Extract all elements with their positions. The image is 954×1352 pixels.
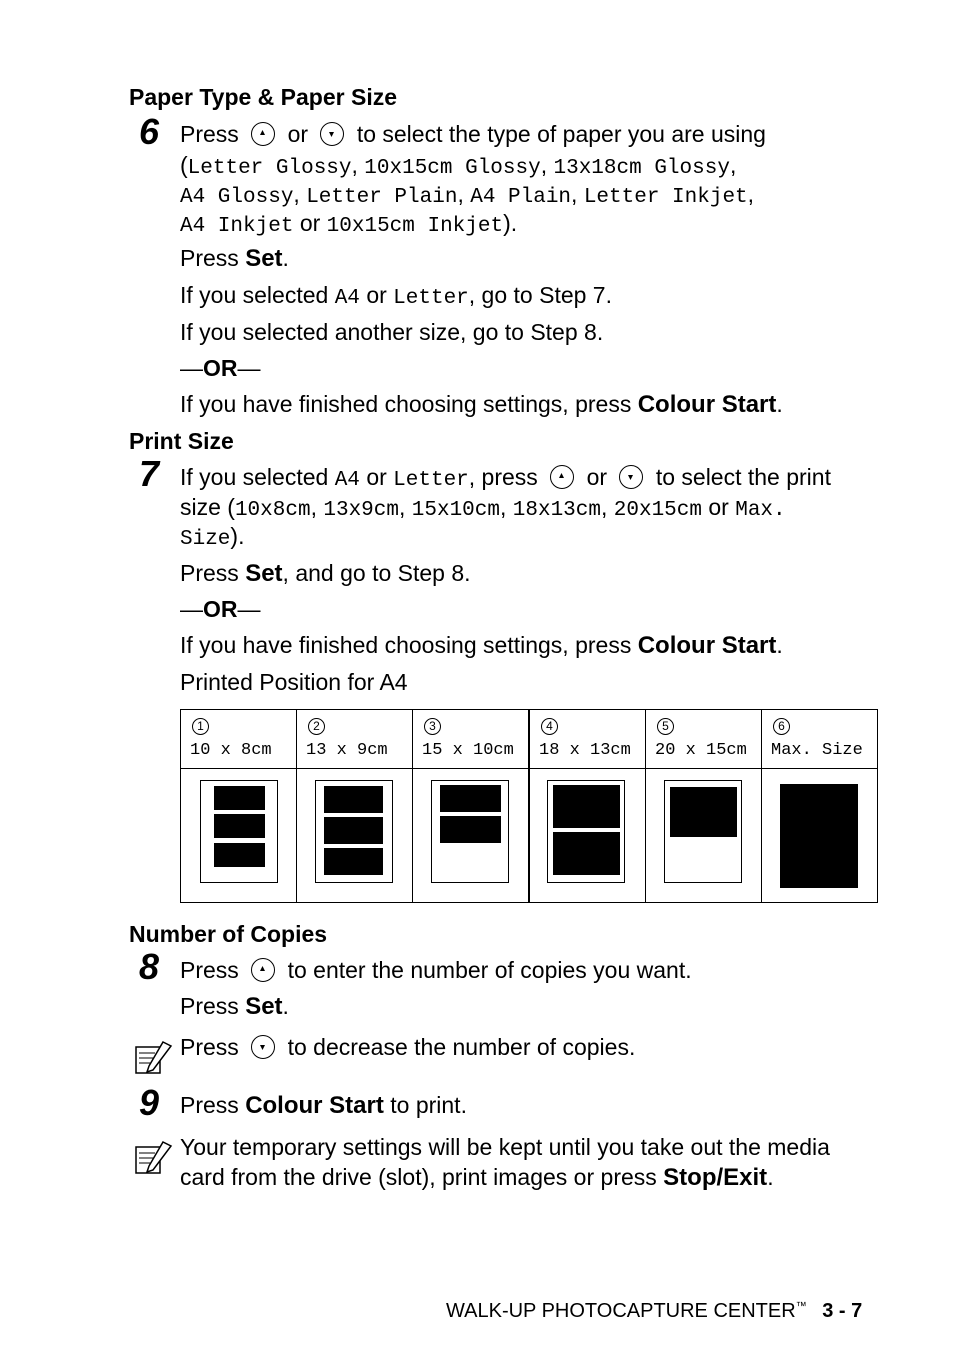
- text: ).: [230, 523, 245, 549]
- section-heading-paper-type: Paper Type & Paper Size: [129, 84, 398, 110]
- step6-line4: [180, 208, 517, 242]
- step6-if-selected: [180, 280, 612, 314]
- text: Size: [180, 528, 231, 551]
- option-letter-glossy: Letter Glossy: [187, 157, 352, 180]
- step6-line3: A4 Glossy, Letter Plain, A4 Plain, Letter Inkjet,: [180, 181, 755, 209]
- table-header-cell: [413, 710, 530, 769]
- table-header-cell: [297, 710, 413, 769]
- circle-number: 5: [657, 718, 674, 735]
- layout-18x13-diagram: [530, 769, 645, 897]
- text: Press: [180, 560, 239, 586]
- text: or: [287, 121, 309, 147]
- text: If you have finished choosing settings, press: [180, 391, 632, 417]
- option-10x15-glossy: 10x15cm Glossy: [364, 157, 541, 180]
- text: , go to Step 7.: [468, 282, 612, 308]
- step9-line: [180, 1090, 467, 1121]
- text: or: [708, 494, 729, 520]
- layout-13x9-diagram: [297, 769, 412, 897]
- colour-start-key-label: Colour Start: [637, 391, 777, 418]
- text: 10x8cm: [234, 499, 311, 522]
- layout-diagram-cell: [646, 769, 762, 903]
- down-arrow-key-icon: [320, 122, 344, 146]
- text: to print.: [390, 1092, 467, 1118]
- circle-number: 2: [308, 718, 325, 735]
- option-a4-glossy: A4 Glossy: [180, 186, 294, 209]
- layout-diagram-cell: [413, 769, 530, 903]
- text: 18x13cm: [512, 499, 601, 522]
- text: card from the drive (slot), print images or press: [180, 1164, 657, 1190]
- table-header-cell: [529, 710, 646, 769]
- size-label: Max. Size: [771, 741, 863, 760]
- set-key-label: Set: [245, 245, 283, 272]
- set-key-label: Set: [245, 560, 283, 587]
- printed-position-caption: Printed Position for A4: [180, 669, 408, 695]
- text: OR: [203, 355, 238, 381]
- layout-20x15-diagram: [646, 769, 761, 897]
- step7-line3: [180, 521, 244, 555]
- footer-title: WALK-UP PHOTOCAPTURE CENTER: [446, 1300, 796, 1322]
- text: or: [366, 282, 387, 308]
- circle-number: 4: [541, 718, 558, 735]
- step-number-8: 8: [139, 946, 160, 987]
- text: ).: [503, 210, 518, 236]
- down-arrow-key-icon: [251, 1035, 275, 1059]
- section-heading-copies: Number of Copies: [129, 921, 328, 947]
- step-number-6: 6: [139, 111, 160, 152]
- text: to enter the number of copies you want.: [287, 957, 692, 983]
- text: A4: [334, 287, 360, 310]
- circle-number: 3: [424, 718, 441, 735]
- colour-start-key-label: Colour Start: [245, 1092, 384, 1119]
- text: Letter: [393, 287, 469, 310]
- text: Press: [180, 993, 239, 1019]
- step-number-9: 9: [139, 1082, 160, 1123]
- text: , and go to Step 8.: [282, 560, 471, 586]
- layout-diagram-cell: [297, 769, 413, 903]
- text: (: [180, 152, 188, 178]
- step8-line1: [180, 955, 692, 985]
- layout-diagram-cell: [529, 769, 646, 903]
- step7-or: —OR—: [180, 596, 261, 622]
- option-letter-plain: Letter Plain: [306, 186, 458, 209]
- table-header-cell: [762, 710, 878, 769]
- section-heading-print-size: Print Size: [129, 428, 234, 454]
- layout-max-size-diagram: [762, 769, 877, 897]
- down-arrow-key-icon: [619, 465, 643, 489]
- final-note-line1: Your temporary settings will be kept until you take out the media: [180, 1134, 830, 1160]
- step6-finished: If you have finished choosing settings, press Colour Start.: [180, 391, 783, 418]
- text: Press: [180, 1092, 239, 1118]
- size-label: 20 x 15cm: [655, 741, 747, 760]
- option-letter-inkjet: Letter Inkjet: [583, 186, 748, 209]
- text: If you have finished choosing settings, press: [180, 632, 632, 658]
- text: or: [586, 464, 608, 490]
- option-10x15-inkjet: 10x15cm Inkjet: [326, 215, 504, 238]
- up-arrow-key-icon: [550, 465, 574, 489]
- text: Press: [180, 957, 239, 983]
- colour-start-key-label: Colour Start: [637, 632, 777, 659]
- step8-press-set: Press Set.: [180, 993, 289, 1020]
- text: to decrease the number of copies.: [287, 1034, 636, 1060]
- layout-10x8-diagram: [181, 769, 296, 897]
- size-label: 15 x 10cm: [422, 741, 514, 760]
- option-a4-inkjet: A4 Inkjet: [180, 215, 294, 238]
- text: Press: [180, 245, 239, 271]
- layout-15x10-diagram: [413, 769, 528, 897]
- text: Letter: [393, 469, 469, 492]
- text: size (: [180, 494, 235, 520]
- step7-line1: [180, 462, 831, 496]
- option-a4-plain: A4 Plain: [470, 186, 572, 209]
- step-number-7: 7: [139, 453, 160, 494]
- size-label: 10 x 8cm: [190, 741, 272, 760]
- printed-position-table: [180, 709, 878, 903]
- text: Max.: [735, 499, 786, 522]
- size-label: 13 x 9cm: [306, 741, 388, 760]
- step7-line2: size (10x8cm, 13x9cm, 15x10cm, 18x13cm, 20x15cm or Max.: [180, 494, 786, 522]
- up-arrow-key-icon: [251, 958, 275, 982]
- text: 13x9cm: [323, 499, 399, 522]
- text: Press: [180, 121, 239, 147]
- text: 15x10cm: [411, 499, 500, 522]
- size-label: 18 x 13cm: [539, 741, 631, 760]
- layout-diagram-cell: [762, 769, 878, 903]
- step7-finished: If you have finished choosing settings, press Colour Start.: [180, 632, 783, 659]
- step6-line1: [180, 119, 766, 149]
- page-number: 3 - 7: [822, 1300, 863, 1322]
- page-footer: [446, 1300, 862, 1323]
- table-header-cell: [181, 710, 297, 769]
- circle-number: 6: [773, 718, 790, 735]
- text: A4: [334, 469, 360, 492]
- text: , press: [468, 464, 538, 490]
- final-note-line2: card from the drive (slot), print images or press Stop/Exit.: [180, 1164, 774, 1191]
- text: 20x15cm: [613, 499, 702, 522]
- text: If you selected: [180, 464, 329, 490]
- set-key-label: Set: [245, 993, 283, 1020]
- step7-press-set: [180, 558, 471, 589]
- text: Press: [180, 1034, 239, 1060]
- step6-another: If you selected another size, go to Step 8.: [180, 319, 604, 345]
- step8-note: [180, 1032, 635, 1062]
- note-pencil-icon: [133, 1138, 175, 1176]
- layout-diagram-cell: [181, 769, 297, 903]
- text: If you selected: [180, 282, 329, 308]
- text: to select the print: [655, 464, 831, 490]
- stop-exit-key-label: Stop/Exit: [663, 1164, 768, 1191]
- table-header-cell: [646, 710, 762, 769]
- text: or: [299, 210, 321, 236]
- text: OR: [203, 596, 238, 622]
- text: to select the type of paper you are using: [356, 121, 766, 147]
- step6-press-set: Press Set.: [180, 245, 289, 272]
- up-arrow-key-icon: [251, 122, 275, 146]
- step6-or: —OR—: [180, 355, 261, 381]
- trademark: ™: [795, 1300, 807, 1313]
- text: or: [366, 464, 387, 490]
- option-13x18-glossy: 13x18cm Glossy: [553, 157, 730, 180]
- note-pencil-icon: [133, 1038, 175, 1076]
- step6-line2: (Letter Glossy, 10x15cm Glossy, 13x18cm Glossy,: [180, 152, 737, 180]
- circle-number: 1: [192, 718, 209, 735]
